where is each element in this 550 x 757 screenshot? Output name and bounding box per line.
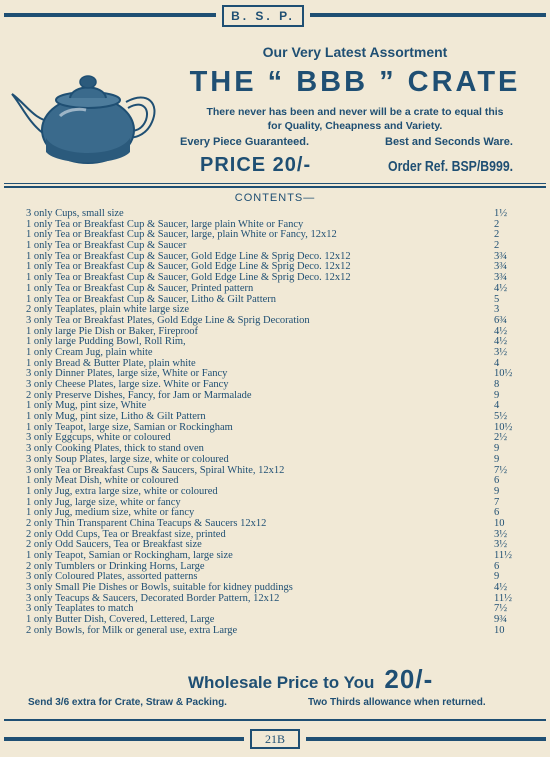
header-divider-top (4, 183, 546, 184)
item-description: 1 only Tea or Breakfast Cup & Saucer, Gold Edge Line & Sprig Deco. 12x12 (26, 261, 351, 273)
guarantee-text: Every Piece Guaranteed. (180, 136, 310, 148)
item-price: 11½ (494, 592, 512, 604)
item-description: 1 only large Pie Dish or Baker, Fireproof (26, 325, 199, 337)
item-description: 1 only Mug, pint size, Litho & Gilt Pattern (26, 411, 206, 423)
item-price: 10½ (494, 368, 513, 380)
item-price: 7½ (494, 464, 508, 476)
item-price: 5 (494, 293, 500, 305)
item-price: 10½ (494, 421, 513, 433)
item-price: 9 (494, 443, 500, 455)
list-item (26, 316, 518, 327)
wholesale-label: Wholesale Price to You (188, 673, 375, 692)
top-rule-left (4, 13, 216, 17)
item-price: 8 (494, 379, 500, 390)
item-description: 2 only Odd Saucers, Tea or Breakfast size (26, 539, 202, 551)
item-price: 7 (494, 496, 500, 508)
item-description: 3 only Cooking Plates, thick to stand oven (26, 443, 204, 455)
list-item (26, 284, 518, 295)
item-price: 2 (494, 240, 500, 252)
item-price: 3¾ (494, 261, 508, 273)
bottom-rule-right (306, 737, 546, 741)
item-price: 4 (494, 357, 500, 369)
item-description: 3 only Small Pie Dishes or Bowls, suitable for kidney puddings (26, 582, 293, 594)
item-description: 1 only Jug, large size, white or fancy (26, 496, 181, 508)
wholesale-price (188, 664, 433, 695)
tagline-2: for Quality, Cheapness and Variety. (267, 120, 443, 132)
list-item (26, 626, 518, 637)
item-description: 2 only Thin Transparent China Teacups & Saucers 12x12 (26, 517, 267, 529)
wholesale-amount: 20/- (384, 664, 434, 694)
item-description: 1 only Bread & Butter Plate, plain white (26, 357, 196, 369)
item-description: 1 only Teapot, Samian or Rockingham, large size (26, 550, 233, 561)
item-description: 3 only Tea or Breakfast Plates, Gold Edge Line & Sprig Decoration (26, 314, 310, 326)
item-price: 4½ (494, 582, 508, 594)
brand-tag: B. S. P. (222, 5, 304, 27)
item-price: 4½ (494, 282, 508, 294)
item-description: 3 only Coloured Plates, assorted patterns (26, 571, 198, 583)
list-item (26, 487, 518, 498)
item-price: 9 (494, 453, 500, 465)
item-price: 9 (494, 389, 500, 401)
item-price: 9 (494, 571, 500, 583)
bottom-rule-left (4, 737, 244, 741)
item-price: 4½ (494, 325, 508, 337)
order-reference: Order Ref. BSP/B999. (388, 158, 514, 175)
item-description: 3 only Soup Plates, large size, white or coloured (26, 453, 229, 465)
item-price: 3 (494, 304, 500, 316)
item-price: 3½ (494, 346, 508, 358)
item-description: 1 only large Pudding Bowl, Roll Rim, (26, 336, 186, 348)
allowance-note: Two Thirds allowance when returned. (308, 697, 486, 708)
item-description: 3 only Eggcups, white or coloured (26, 432, 171, 444)
item-price: 3¾ (494, 272, 508, 284)
tagline-1: There never has been and never will be a crate to equal this (206, 106, 504, 118)
item-price: 2½ (494, 432, 508, 444)
item-price: 1½ (494, 208, 508, 219)
item-description: 1 only Tea or Breakfast Cup & Saucer, Litho & Gilt Pattern (26, 293, 277, 305)
item-description: 3 only Teacups & Saucers, Decorated Border Pattern, 12x12 (26, 592, 280, 604)
item-price: 4½ (494, 336, 508, 348)
item-description: 3 only Teaplates to match (26, 603, 134, 615)
item-description: 3 only Cups, small size (26, 208, 124, 219)
item-description: 1 only Tea or Breakfast Cup & Saucer, large, plain White or Fancy, 12x12 (26, 229, 337, 241)
header-subtitle: Our Very Latest Assortment (262, 44, 448, 60)
ware-text: Best and Seconds Ware. (385, 136, 513, 148)
footer-divider (4, 719, 546, 721)
item-description: 1 only Tea or Breakfast Cup & Saucer (26, 240, 187, 252)
price-label: PRICE 20/- (200, 154, 312, 176)
item-description: 1 only Tea or Breakfast Cup & Saucer, Printed pattern (26, 282, 254, 294)
list-item (26, 455, 518, 466)
item-description: 2 only Odd Cups, Tea or Breakfast size, printed (26, 528, 226, 540)
item-description: 1 only Tea or Breakfast Cup & Saucer, large plain White or Fancy (26, 218, 304, 230)
item-price: 3¾ (494, 250, 508, 262)
top-rule-right (310, 13, 546, 17)
item-price: 2 (494, 229, 500, 241)
contents-heading: CONTENTS— (234, 192, 316, 204)
item-price: 6¾ (494, 314, 508, 326)
contents-list (26, 209, 518, 637)
item-price: 10 (494, 624, 505, 636)
item-description: 1 only Jug, extra large size, white or coloured (26, 485, 218, 497)
item-price: 3½ (494, 539, 508, 551)
item-price: 9¾ (494, 614, 508, 626)
item-price: 5½ (494, 411, 508, 423)
item-description: 2 only Teaplates, plain white large size (26, 304, 190, 316)
item-description: 1 only Jug, medium size, white or fancy (26, 507, 195, 519)
item-price: 6 (494, 560, 500, 572)
item-description: 2 only Preserve Dishes, Fancy, for Jam or Marmalade (26, 389, 252, 401)
teapot-illustration (8, 60, 166, 168)
item-price: 7½ (494, 603, 508, 615)
item-description: 2 only Tumblers or Drinking Horns, Large (26, 560, 205, 572)
item-description: 1 only Teapot, large size, Samian or Rockingham (26, 421, 233, 433)
item-price: 6 (494, 507, 500, 519)
page-number: 21B (250, 729, 300, 749)
item-description: 1 only Mug, pint size, White (26, 400, 147, 412)
item-price: 2 (494, 218, 500, 230)
page-title: THE “ BBB ” CRATE (189, 66, 521, 98)
item-description: 1 only Cream Jug, plain white (26, 346, 153, 358)
item-price: 4 (494, 400, 500, 412)
item-description: 1 only Tea or Breakfast Cup & Saucer, Gold Edge Line & Sprig Deco. 12x12 (26, 272, 351, 284)
crate-note: Send 3/6 extra for Crate, Straw & Packing. (28, 697, 227, 708)
item-description: 3 only Tea or Breakfast Cups & Saucers, Spiral White, 12x12 (26, 464, 285, 476)
item-price: 10 (494, 517, 505, 529)
item-price: 11½ (494, 550, 512, 561)
item-price: 6 (494, 475, 500, 487)
item-description: 1 only Meat Dish, white or coloured (26, 475, 179, 487)
item-description: 3 only Dinner Plates, large size, White or Fancy (26, 368, 228, 380)
item-price: 3½ (494, 528, 508, 540)
item-description: 1 only Tea or Breakfast Cup & Saucer, Gold Edge Line & Sprig Deco. 12x12 (26, 250, 351, 262)
item-description: 2 only Bowls, for Milk or general use, extra Large (26, 624, 238, 636)
header-divider-bottom (4, 186, 546, 188)
item-description: 3 only Cheese Plates, large size. White or Fancy (26, 379, 229, 390)
item-price: 9 (494, 485, 500, 497)
item-description: 1 only Butter Dish, Covered, Lettered, Large (26, 614, 215, 626)
